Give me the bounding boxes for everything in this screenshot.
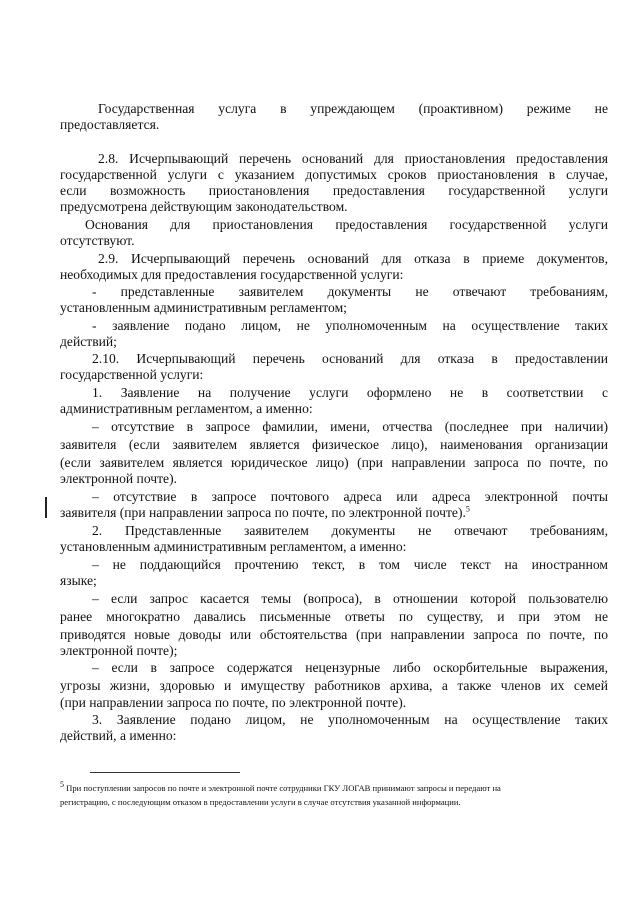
paragraph-line: действий; bbox=[60, 334, 117, 349]
footnote-separator bbox=[90, 772, 240, 773]
paragraph-line: установленным административным регламентом, а именно: bbox=[60, 539, 407, 554]
section-2-8-heading: 2.8. Исчерпывающий перечень оснований для приостановления предоставления bbox=[98, 151, 608, 166]
paragraph-line: ранее многократно давались письменные ответы по существу, и при этом не bbox=[60, 609, 608, 624]
paragraph-text: заявителя (при направлении запроса по почте, по электронной почте). bbox=[60, 505, 466, 520]
list-item: – если в запросе содержатся нецензурные либо оскорбительные выражения, bbox=[92, 660, 608, 675]
paragraph-line: предусмотрена действующим законодательством. bbox=[60, 199, 348, 214]
paragraph-line: государственной услуги: bbox=[60, 367, 204, 382]
section-2-9-heading: 2.9. Исчерпывающий перечень оснований для отказа в приеме документов, bbox=[98, 251, 608, 266]
paragraph-line: электронной почте); bbox=[60, 643, 178, 658]
paragraph-line: административным регламентом, а именно: bbox=[60, 401, 313, 416]
paragraph-line: заявителя (если заявителем является физическое лицо), наименования организации bbox=[60, 437, 608, 452]
paragraph-line bbox=[60, 505, 470, 521]
list-item: – отсутствие в запросе фамилии, имени, отчества (последнее при наличии) bbox=[92, 419, 608, 434]
paragraph-line: языке; bbox=[60, 573, 97, 588]
list-item: - представленные заявителем документы не отвечают требованиям, bbox=[92, 284, 608, 299]
paragraph-line: (при направлении запроса по почте, по электронной почте). bbox=[60, 695, 407, 710]
paragraph-line: приводятся новые доводы или обстоятельства (при направлении запроса по почте, по bbox=[60, 627, 608, 642]
footnote-marker: 5 bbox=[60, 780, 64, 790]
paragraph-line: действий, а именно: bbox=[60, 728, 177, 743]
paragraph-line: установленным административным регламентом; bbox=[60, 300, 347, 315]
list-item: - заявление подано лицом, не уполномоченным на осуществление таких bbox=[92, 318, 608, 333]
list-item: – не поддающийся прочтению текст, в том числе текст на иностранном bbox=[92, 557, 608, 572]
paragraph-line: Основания для приостановления предоставления государственной услуги bbox=[85, 217, 608, 232]
paragraph-line: необходимых для предоставления государственной услуги: bbox=[60, 267, 404, 282]
paragraph-line: отсутствуют. bbox=[60, 233, 135, 248]
footnote-text: При поступлении запросов по почте и электронной почте сотрудники ГКУ ЛОГАВ принимают запросы и передают на bbox=[64, 783, 501, 793]
paragraph-line: угрозы жизни, здоровью и имуществу работников архива, а также членов их семей bbox=[60, 678, 608, 693]
paragraph-line: электронной почте). bbox=[60, 471, 178, 486]
list-item: – отсутствие в запросе почтового адреса или адреса электронной почты bbox=[92, 489, 608, 504]
section-2-10-heading: 2.10. Исчерпывающий перечень оснований для отказа в предоставлении bbox=[92, 351, 608, 366]
list-item: 3. Заявление подано лицом, не уполномоченным на осуществление таких bbox=[92, 712, 608, 727]
footnote-line bbox=[60, 782, 501, 794]
paragraph-line: предоставляется. bbox=[60, 117, 160, 132]
paragraph-line: государственной услуги с указанием допустимых сроков приостановления в случае, bbox=[60, 167, 608, 182]
footnote-reference[interactable]: 5 bbox=[465, 504, 470, 514]
paragraph-line: если возможность приостановления предоставления государственной услуги bbox=[60, 183, 608, 198]
list-item: 2. Представленные заявителем документы не отвечают требованиям, bbox=[92, 523, 608, 538]
paragraph-line: Государственная услуга в упреждающем (проактивном) режиме не bbox=[98, 101, 608, 116]
list-item: 1. Заявление на получение услуги оформлено не в соответствии с bbox=[92, 385, 608, 400]
footnote-line: регистрацию, с последующим отказом в предоставлении услуги в случае отсутствия указанной информации. bbox=[60, 797, 461, 807]
paragraph-line: (если заявителем является юридическое лицо) (при направлении запроса по почте, по bbox=[60, 455, 608, 470]
list-item: – если запрос касается темы (вопроса), в отношении которой пользователю bbox=[92, 591, 608, 606]
revision-bar bbox=[45, 497, 47, 518]
